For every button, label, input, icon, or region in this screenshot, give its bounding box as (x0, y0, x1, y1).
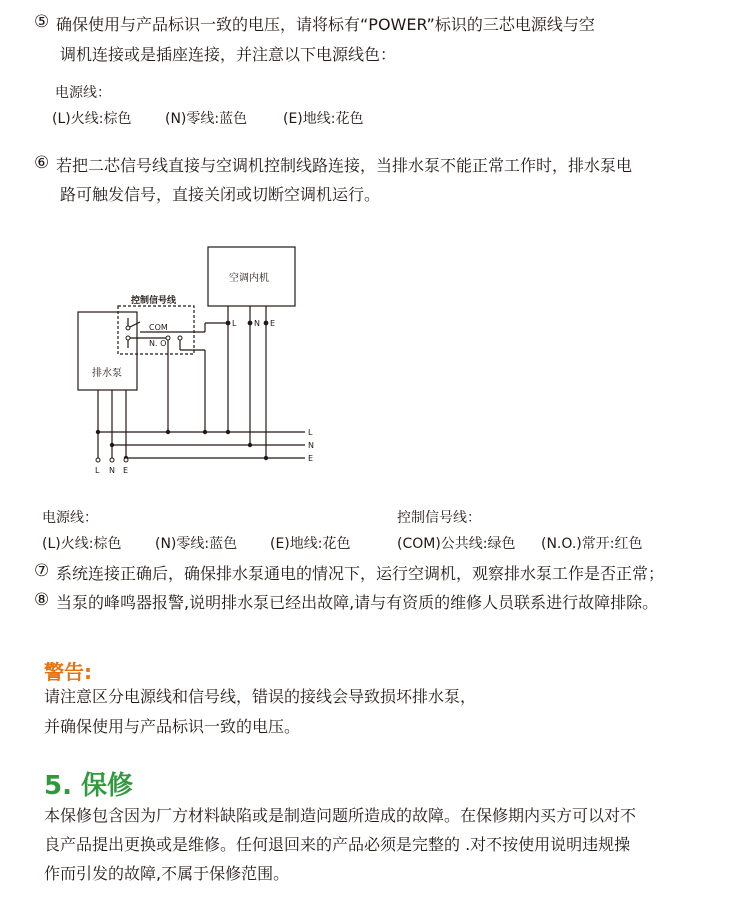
warning-line-1: 请注意区分电源线和信号线，错误的接线会导致损坏排水泵， (44, 687, 477, 706)
signal-com-color: (COM)公共线:绿色 (397, 536, 516, 552)
pump-terminal-e: E (123, 466, 129, 475)
step-7-text: 系统连接正确后，确保排水泵通电的情况下，运行空调机，观察排水泵工作是否正常； (56, 564, 665, 583)
bus-label-e: E (308, 454, 314, 463)
step-5-line-2: 调机连接或是插座连接，并注意以下电源线色： (60, 45, 397, 64)
no-label: N. O (149, 339, 167, 348)
step-8-text: 当泵的峰鸣器报警,说明排水泵已经出故障,请与有资质的维修人员联系进行故障排除。 (56, 593, 659, 612)
step-5-line-1: 确保使用与产品标识一致的电压，请将标有“POWER”标识的三芯电源线与空 (56, 15, 595, 34)
step-8-number: ⑧ (34, 590, 50, 610)
power-cable-title-2: 电源线： (42, 510, 98, 526)
warranty-line-2: 良产品提出更换或是维修。任何退回来的产品必须是完整的 .对不按使用说明违规操 (44, 835, 631, 854)
power-earth-color: (E)地线:花色 (283, 111, 364, 127)
step-6-number: ⑥ (34, 153, 50, 173)
bus-label-l: L (308, 428, 313, 437)
ac-terminal-l: L (232, 319, 237, 328)
step-5-number: ⑤ (34, 12, 50, 32)
power-live-color: (L)火线:棕色 (52, 111, 132, 127)
warning-line-2: 并确保使用与产品标识一致的电压。 (44, 717, 301, 736)
warranty-line-1: 本保修包含因为厂方材料缺陷或是制造问题所造成的故障。在保修期内买方可以对不 (44, 806, 637, 825)
signal-line-label: 控制信号线 (131, 296, 177, 306)
power-neutral-color-2: (N)零线:蓝色 (155, 536, 238, 552)
ac-terminal-e: E (270, 319, 276, 328)
signal-no-color: (N.O.)常开:红色 (541, 536, 643, 552)
power-live-color-2: (L)火线:棕色 (42, 536, 122, 552)
com-label: COM (149, 323, 168, 332)
pump-terminal-l: L (95, 466, 100, 475)
power-neutral-color: (N)零线:蓝色 (165, 111, 248, 127)
step-6-line-2: 路可触发信号，直接关闭或切断空调机运行。 (60, 185, 381, 204)
ac-unit-label: 空调内机 (229, 273, 269, 284)
power-earth-color-2: (E)地线:花色 (270, 536, 351, 552)
step-6-line-1: 若把二芯信号线直接与空调机控制线路连接，当排水泵不能正常工作时，排水泵电 (56, 156, 633, 175)
bus-label-n: N (308, 441, 314, 450)
ac-terminal-n: N (254, 319, 260, 328)
warning-title: 警告: (44, 660, 92, 684)
warranty-line-3: 作而引发的故障,不属于保修范围。 (44, 864, 290, 883)
step-7-number: ⑦ (34, 561, 50, 581)
power-cable-title: 电源线： (55, 85, 111, 101)
signal-cable-title: 控制信号线： (397, 510, 481, 526)
pump-label: 排水泵 (92, 368, 122, 379)
warranty-title: 5. 保修 (44, 771, 134, 801)
pump-terminal-n: N (109, 466, 115, 475)
